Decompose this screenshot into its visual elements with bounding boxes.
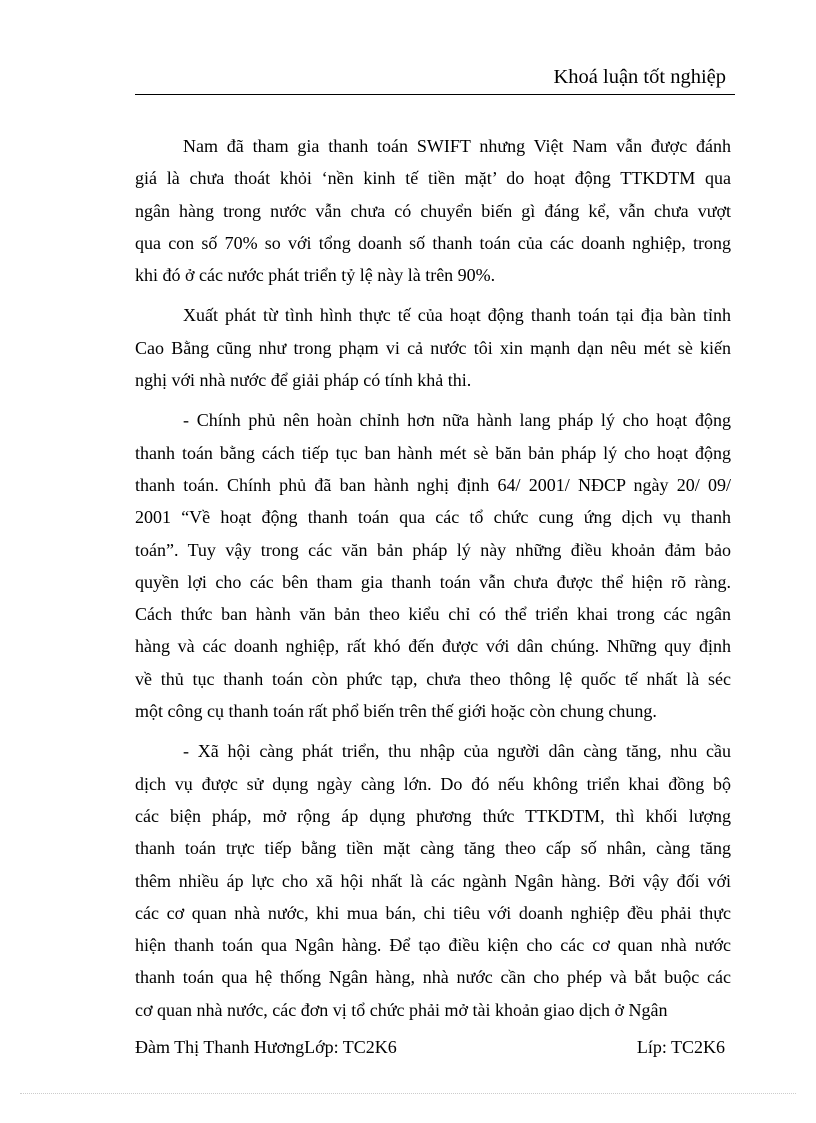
paragraph-line: dịch vụ được sử dụng ngày càng lớn. Do đó nếu không triển khai đồng bộ — [135, 773, 731, 794]
paragraph-line: thanh toán qua hệ thống Ngân hàng, nhà nước cần cho phép và bắt buộc các — [135, 967, 731, 988]
page-bottom-divider — [20, 1093, 796, 1094]
paragraph-line: - Xã hội càng phát triển, thu nhập của người dân càng tăng, nhu cầu — [183, 741, 731, 762]
paragraph-line: giá là chưa thoát khỏi ‘nền kinh tế tiền mặt’ do hoạt động TTKDTM qua — [135, 168, 731, 189]
paragraph-line: một công cụ thanh toán rất phổ biến trên thế giới hoặc còn chung chung. — [135, 701, 657, 722]
paragraph-line: về thủ tục thanh toán còn phức tạp, chưa theo thông lệ quốc tế nhất là séc — [135, 668, 731, 689]
paragraph-line: hàng và các doanh nghiệp, rất khó đến được với dân chúng. Những quy định — [135, 636, 731, 657]
paragraph-line: - Chính phủ nên hoàn chỉnh hơn nữa hành lang pháp lý cho hoạt động — [183, 410, 731, 431]
paragraph — [135, 130, 731, 291]
paragraph-line: qua con số 70% so với tổng doanh số thanh toán của các doanh nghiệp, trong — [135, 232, 731, 253]
paragraph-line: toán”. Tuy vậy trong các văn bản pháp lý này những điều khoản đảm bảo — [135, 539, 731, 560]
footer-class: Líp: TC2K6 — [636, 1037, 725, 1057]
paragraph-line: thanh toán bằng cách tiếp tục ban hành mét sè băn bản pháp lý cho hoạt động — [135, 442, 731, 463]
page-header — [135, 64, 735, 95]
paragraph — [135, 735, 731, 1026]
paragraph-line: thêm nhiều áp lực cho xã hội nhất là các ngành Ngân hàng. Bởi vậy đối với — [135, 870, 731, 891]
paragraph-line: 2001 “Về hoạt động thanh toán qua các tổ chức cung ứng dịch vụ thanh — [135, 507, 731, 528]
paragraph-line: các biện pháp, mở rộng áp dụng phương thức TTKDTM, thì khối lượng — [135, 805, 731, 826]
paragraph-line: khi đó ở các nước phát triển tỷ lệ này là trên 90%. — [135, 265, 496, 286]
document-body — [135, 130, 731, 1034]
paragraph-line: hiện thanh toán qua Ngân hàng. Để tạo điều kiện cho các cơ quan nhà nước — [135, 935, 731, 956]
paragraph-line: Xuất phát từ tình hình thực tế của hoạt động thanh toán tại địa bàn tỉnh — [183, 305, 731, 326]
header-title: Khoá luận tốt nghiệp — [553, 66, 726, 88]
paragraph-line: cơ quan nhà nước, các đơn vị tổ chức phải mở tài khoản giao dịch ở Ngân — [135, 999, 668, 1020]
paragraph-line: ngân hàng trong nước vẫn chưa có chuyển biến gì đáng kể, vẫn chưa vượt — [135, 200, 731, 221]
paragraph-line: quyền lợi cho các bên tham gia thanh toán vẫn chưa được thể hiện rõ ràng. — [135, 571, 731, 592]
paragraph-line: thanh toán. Chính phủ đã ban hành nghị định 64/ 2001/ NĐCP ngày 20/ 09/ — [135, 474, 731, 495]
paragraph-line: Cách thức ban hành văn bản theo kiểu chỉ có thể triển khai trong các ngân — [135, 604, 731, 625]
paragraph — [135, 404, 731, 727]
paragraph-line: Nam đã tham gia thanh toán SWIFT nhưng Việt Nam vẫn được đánh — [183, 136, 731, 156]
paragraph-line: nghị với nhà nước để giải pháp có tính khả thi. — [135, 370, 472, 391]
footer-author-class: Đàm Thị Thanh HươngLớp: TC2K6 — [135, 1037, 397, 1057]
paragraph-line: Cao Bằng cũng như trong phạm vi cả nước tôi xin mạnh dạn nêu mét sè kiến — [135, 337, 731, 358]
paragraph-line: thanh toán trực tiếp bằng tiền mặt càng tăng theo cấp số nhân, càng tăng — [135, 838, 731, 859]
paragraph — [135, 299, 731, 396]
paragraph-line: các cơ quan nhà nước, khi mua bán, chi tiêu với doanh nghiệp đều phải thực — [135, 902, 731, 923]
page-footer — [135, 1032, 725, 1062]
